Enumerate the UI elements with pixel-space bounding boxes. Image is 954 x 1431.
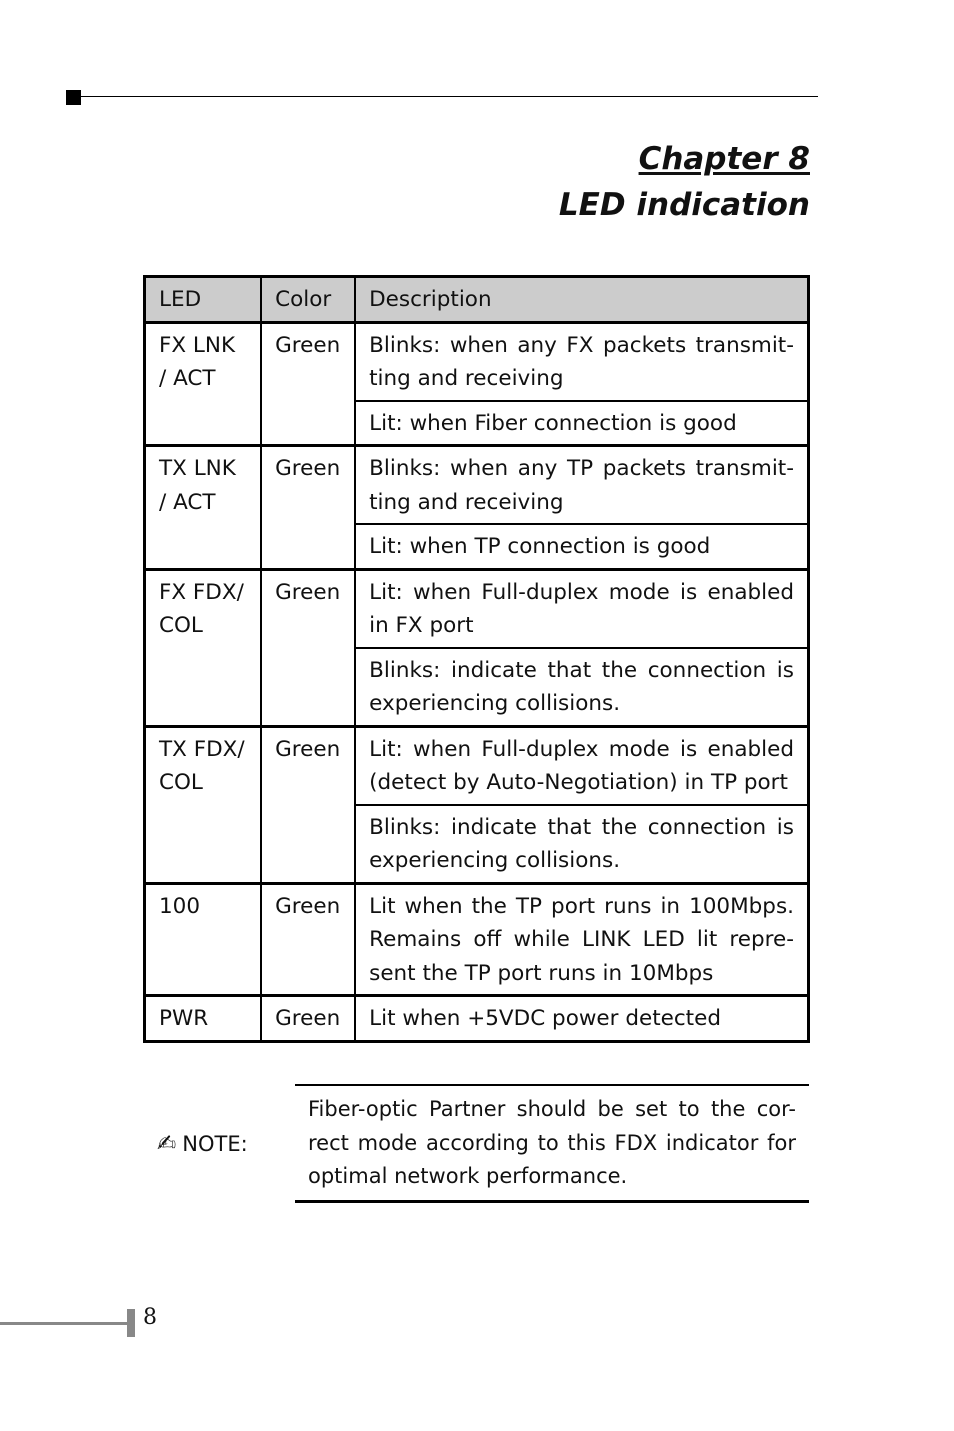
led-color-cell: Green — [261, 996, 355, 1042]
led-name-cell: TX LNK / ACT — [145, 446, 262, 570]
led-description-cell: Lit: when Fiber connection is good — [355, 401, 808, 446]
chapter-title: LED indication — [558, 187, 810, 223]
led-description-cell: Lit when +5VDC power detected — [355, 996, 808, 1042]
table-row — [145, 726, 809, 805]
note-label-text: NOTE: — [182, 1132, 248, 1156]
led-name-cell: 100 — [145, 883, 262, 996]
table-row — [145, 322, 809, 401]
led-color-cell: Green — [261, 883, 355, 996]
table-row — [145, 883, 809, 996]
table-row — [145, 996, 809, 1042]
page-number: 8 — [143, 1305, 157, 1330]
led-description-cell: Blinks: indicate that the connection is experiencing collisions. — [355, 805, 808, 884]
led-description-cell: Lit: when TP connection is good — [355, 524, 808, 569]
led-description-cell: Lit: when Full-duplex mode is enabled in FX port — [355, 569, 808, 648]
note-text: Fiber-optic Partner should be set to the cor-rect mode according to this FDX indicator for optimal network performance. — [308, 1097, 796, 1188]
led-description-cell: Lit when the TP port runs in 100Mbps. Remains off while LINK LED lit repre-sent the TP port runs in 10Mbps — [355, 883, 808, 996]
led-name-cell: TX FDX/ COL — [145, 726, 262, 883]
footer-rule — [0, 1322, 128, 1325]
led-name-cell: FX LNK / ACT — [145, 322, 262, 446]
led-description-cell: Blinks: indicate that the connection is experiencing collisions. — [355, 648, 808, 727]
led-description-cell: Blinks: when any TP packets transmit-ting and receiving — [355, 446, 808, 525]
header-rule — [80, 96, 818, 97]
led-color-cell: Green — [261, 446, 355, 570]
table-row — [145, 446, 809, 525]
led-color-cell: Green — [261, 569, 355, 726]
column-header-led: LED — [145, 277, 262, 323]
led-color-cell: Green — [261, 322, 355, 446]
column-header-description: Description — [355, 277, 808, 323]
column-header-color: Color — [261, 277, 355, 323]
table-header-row — [145, 277, 809, 323]
led-name-cell: FX FDX/ COL — [145, 569, 262, 726]
note-box — [295, 1084, 809, 1203]
note-label — [157, 1131, 248, 1157]
led-color-cell: Green — [261, 726, 355, 883]
footer-bar-marker — [127, 1309, 135, 1337]
header-square-marker — [66, 90, 81, 105]
writing-hand-icon: ✍ — [157, 1131, 177, 1157]
chapter-number: Chapter 8 — [638, 141, 810, 177]
led-description-cell: Blinks: when any FX packets transmit-ting and receiving — [355, 322, 808, 401]
led-description-cell: Lit: when Full-duplex mode is enabled (detect by Auto-Negotiation) in TP port — [355, 726, 808, 805]
chapter-heading — [559, 136, 810, 228]
table-row — [145, 569, 809, 648]
led-name-cell: PWR — [145, 996, 262, 1042]
led-indication-table — [143, 275, 810, 1043]
